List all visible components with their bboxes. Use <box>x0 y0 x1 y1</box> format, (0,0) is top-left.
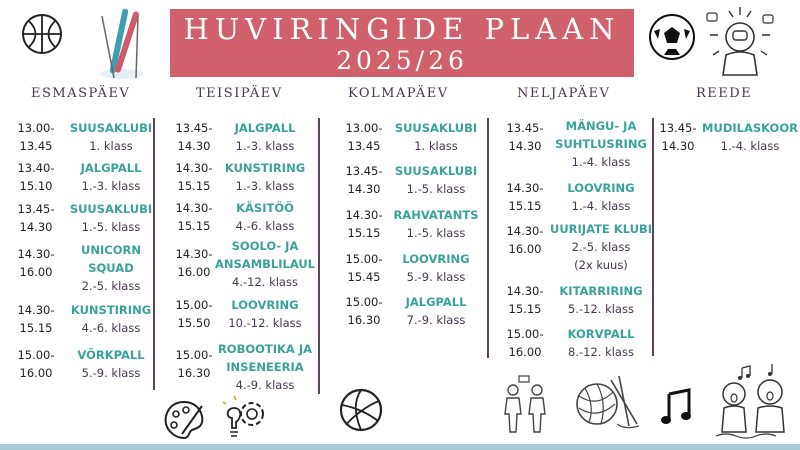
slot-activity: KUNSTIRING 4.-6. klass <box>70 303 152 335</box>
slot-activity: JALGPALL 1.-3. klass <box>234 121 296 153</box>
day-heading-monday: ESMASPÄEV <box>31 86 131 101</box>
slot-time: 15.00- 15.45 <box>345 252 383 284</box>
slot-activity: JALGPALL 7.-9. klass <box>405 295 467 327</box>
soccer-ball-icon <box>648 13 696 61</box>
slot-time: 15.00- 15.50 <box>175 298 213 330</box>
slot-activity: ROBOOTIKA JA INSENEERIA 4.-9. klass <box>217 342 313 392</box>
slot-time: 13.45- 14.30 <box>17 202 55 234</box>
school-year: 2025/26 <box>336 46 468 75</box>
slot-time: 14.30- 15.15 <box>506 284 544 316</box>
music-note-icon <box>661 388 695 428</box>
slot-activity: KORVPALL 8.-12. klass <box>567 327 635 359</box>
robot-kid-icon <box>705 5 775 77</box>
slot-time: 15.00- 16.00 <box>17 348 55 380</box>
slot-time: 14.30- 16.00 <box>175 247 213 279</box>
paint-palette-icon <box>162 398 206 442</box>
slot-activity: VÕRKPALL 5.-9. klass <box>77 348 145 380</box>
slot-activity: LOOVRING 5.-9. klass <box>402 252 470 284</box>
yarn-ball-icon <box>567 372 643 432</box>
slot-time: 14.30- 15.15 <box>175 161 213 193</box>
slot-activity: KUNSTIRING 1.-3. klass <box>224 161 306 193</box>
slot-time: 13.45- 14.30 <box>175 121 213 153</box>
bottom-accent-bar <box>0 444 800 450</box>
slot-activity: MÄNGU- JA SUHTLUSRING 1.-4. klass <box>555 119 647 169</box>
slot-time: 15.00- 16.30 <box>175 348 213 380</box>
day-heading-friday: REEDE <box>696 86 753 101</box>
slot-time: 13.00- 13.45 <box>345 121 383 153</box>
slot-activity: SUUSAKLUBI 1.-5. klass <box>394 164 478 196</box>
slot-time: 14.30- 16.00 <box>506 224 544 256</box>
slot-activity: SUUSAKLUBI 1. klass <box>69 121 153 153</box>
slot-activity: SOOLO- JA ANSAMBLILAUL 4.-12. klass <box>215 239 316 289</box>
slot-activity: SUUSAKLUBI 1. klass <box>394 121 478 153</box>
singing-kids-icon <box>712 362 794 440</box>
day-heading-wednesday: KOLMAPÄEV <box>348 86 449 101</box>
slot-activity: SUUSAKLUBI 1.-5. klass <box>69 202 153 234</box>
slot-time: 14.30- 15.15 <box>506 181 544 213</box>
column-divider <box>487 118 489 358</box>
slot-activity: JALGPALL 1.-3. klass <box>80 161 142 193</box>
day-heading-tuesday: TEISIPÄEV <box>196 86 283 101</box>
title-banner <box>170 9 634 77</box>
slot-activity: UURIJATE KLUBI 2.-5. klass (2x kuus) <box>549 222 652 272</box>
slot-time: 13.45- 14.30 <box>659 121 697 153</box>
page-title: HUVIRINGIDE PLAAN <box>183 12 621 46</box>
slot-activity: RAHVATANTS 1.-5. klass <box>393 208 479 240</box>
skis-icon <box>96 6 146 82</box>
day-heading-thursday: NELJAPÄEV <box>517 86 611 101</box>
slot-time: 15.00- 16.00 <box>506 327 544 359</box>
slot-activity: KÄSITÖÖ 4.-6. klass <box>235 201 295 233</box>
slot-activity: LOOVRING 1.-4. klass <box>567 181 635 213</box>
slot-time: 14.30- 15.15 <box>175 201 213 233</box>
gear-bulb-icon <box>222 394 274 444</box>
talking-people-icon <box>497 372 553 434</box>
slot-activity: MUDILASKOOR 1.-4. klass <box>702 121 798 153</box>
slot-time: 13.00- 13.45 <box>17 121 55 153</box>
slot-time: 13.45- 14.30 <box>506 121 544 153</box>
basketball-icon <box>21 13 63 55</box>
slot-time: 13.45- 14.30 <box>345 164 383 196</box>
slot-time: 14.30- 15.15 <box>345 208 383 240</box>
slot-time: 13.40- 15.10 <box>17 161 55 193</box>
slot-time: 14.30- 15.15 <box>17 303 55 335</box>
column-divider <box>318 118 320 394</box>
slot-activity: UNICORN SQUAD 2.-5. klass <box>81 243 141 293</box>
slot-time: 15.00- 16.30 <box>345 295 383 327</box>
slot-time: 14.30- 16.00 <box>17 247 55 279</box>
slot-activity: LOOVRING 10.-12. klass <box>228 298 302 330</box>
slot-activity: KITARRIRING 5.-12. klass <box>559 284 643 316</box>
volleyball-icon <box>338 387 384 433</box>
